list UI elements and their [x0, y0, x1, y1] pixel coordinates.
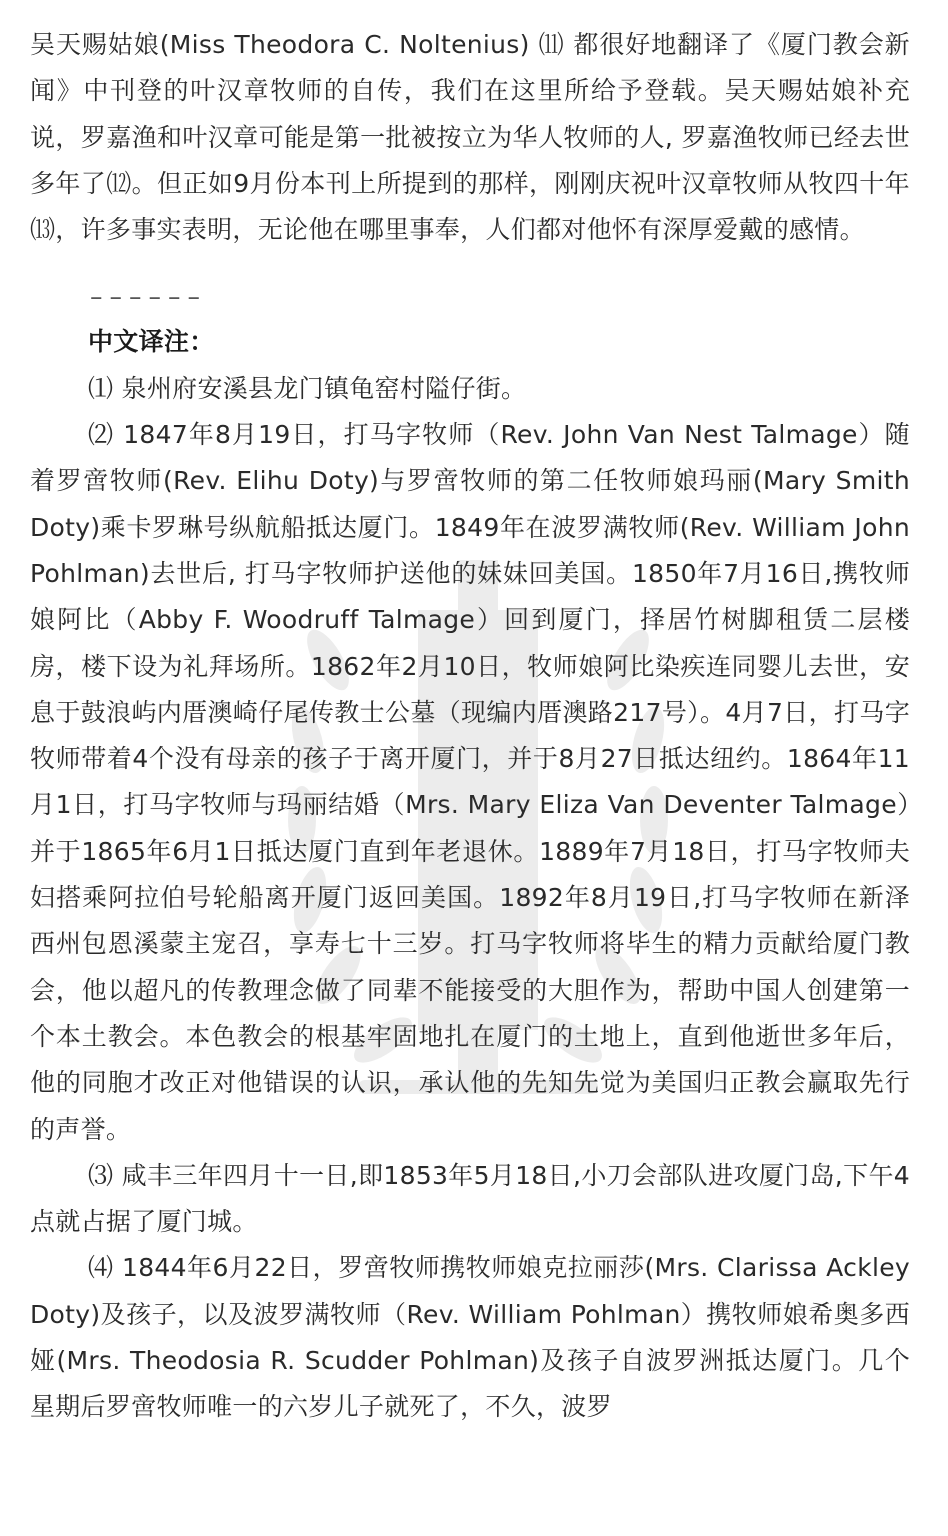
- note-4: ⑷ 1844年6月22日，罗啻牧师携牧师娘克拉丽莎(Mrs. Clarissa Ackley Doty)及孩子，以及波罗满牧师（Rev. William Pohlman）携牧师娘希奥多西娅(Mrs. Theodosia R. Scudder Pohlman)及孩子自波罗洲抵达厦门。几个星期后罗啻牧师唯一的六岁儿子就死了，不久，波罗: [30, 1253, 910, 1422]
- paragraph-gap: [30, 253, 910, 275]
- section-separator: ––––––: [90, 282, 207, 312]
- notes-heading: 中文译注：: [88, 327, 215, 357]
- note-3: ⑶ 咸丰三年四月十一日,即1853年5月18日,小刀会部队进攻厦门岛,下午4点就占据了厦门城。: [30, 1160, 910, 1237]
- intro-paragraph: 吴天赐姑娘(Miss Theodora C. Noltenius) ⑾ 都很好地翻译了《厦门教会新闻》中刊登的叶汉章牧师的自传，我们在这里所给予登载。吴天赐姑娘补充说，罗嘉渔和叶汉章可能是第一批被按立为华人牧师的人, 罗嘉渔牧师已经去世多年了⑿。但正如9月份本刊上所提到的那样，刚刚庆祝叶汉章牧师从牧四十年⒀，许多事实表明，无论他在哪里事奉，人们都对他怀有深厚爱戴的感情。: [30, 30, 910, 245]
- note-2: ⑵ 1847年8月19日，打马字牧师（Rev. John Van Nest Talmage）随着罗啻牧师(Rev. Elihu Doty)与罗啻牧师的第二任牧师娘玛丽(Mary Smith Doty)乘卡罗琳号纵航船抵达厦门。1849年在波罗满牧师(Rev. William John Pohlman)去世后, 打马字牧师护送他的妹妹回美国。1850年7月16日,携牧师娘阿比（Abby F. Woodruff Talmage）回到厦门，择居竹树脚租赁二层楼房，楼下设为礼拜场所。1862年2月10日，牧师娘阿比染疾连同婴儿去世，安息于鼓浪屿内厝澳崎仔尾传教士公墓（现编内厝澳路217号）。4月7日，打马字牧师带着4个没有母亲的孩子于离开厦门，并于8月27日抵达纽约。1864年11月1日，打马字牧师与玛丽结婚（Mrs. Mary Eliza Van Deventer Talmage）并于1865年6月1日抵达厦门直到年老退休。1889年7月18日，打马字牧师夫妇搭乘阿拉伯号轮船离开厦门返回美国。1892年8月19日,打马字牧师在新泽西州包恩溪蒙主宠召，享寿七十三岁。打马字牧师将毕生的精力贡献给厦门教会，他以超凡的传教理念做了同辈不能接受的大胆作为，帮助中国人创建第一个本土教会。本色教会的根基牢固地扎在厦门的土地上，直到他逝世多年后，他的同胞才改正对他错误的认识，承认他的先知先觉为美国归正教会赢取先行的声誉。: [30, 420, 910, 1144]
- document-page: [30, 22, 910, 1431]
- note-1: ⑴ 泉州府安溪县龙门镇龟窑村隘仔街。: [88, 373, 527, 403]
